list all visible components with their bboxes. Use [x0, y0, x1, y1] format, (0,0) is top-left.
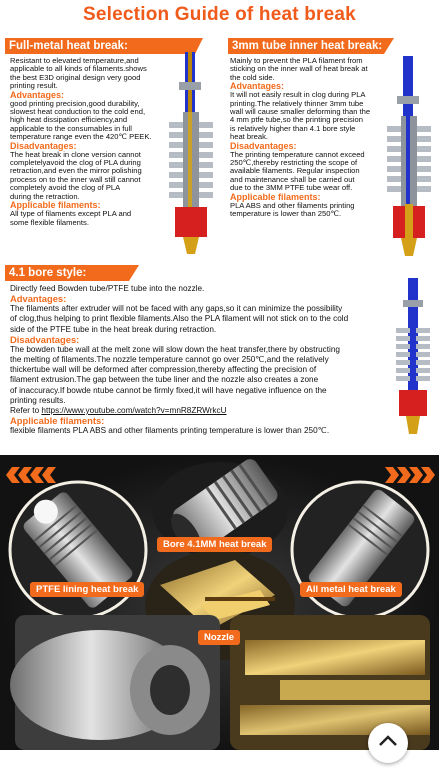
label-bore-heat-break: Bore 4.1MM heat break	[157, 537, 272, 552]
section-header-4-1-bore	[5, 265, 129, 281]
text-line: is relatively higher than 4.1 bore style	[230, 123, 356, 133]
chevron-up-icon	[368, 723, 408, 763]
text-line: The filaments after extruder will not be faced with any gaps,so it can minimize the possibility	[10, 304, 343, 314]
text-line: flexible filaments PLA ABS and other filaments printing temperature is lower than 250℃.	[10, 426, 330, 436]
text-line: the cold side.	[230, 72, 275, 82]
text-line: during the retraction.	[10, 191, 80, 201]
text-line: side of the PTFE tube in the heat break during retraction.	[10, 324, 217, 334]
section-heading-text: Full-metal heat break:	[9, 40, 128, 52]
text-line: All type of filaments except PLA and	[10, 209, 132, 219]
text-line: filament extrusion.The gap between the tube liner and the nozzle also creates a zone	[10, 375, 319, 385]
advantages-heading: Advantages:	[230, 81, 285, 92]
youtube-link[interactable]: https://www.youtube.com/watch?v=mnR8ZRWrkcU	[41, 406, 227, 416]
text-line: retraction,and even the mirror polishing	[10, 166, 142, 176]
applicable-heading: Applicable filaments:	[10, 415, 105, 427]
text-line: the melting of filaments.The nozzle temperature cannot go over 250℃,and the relatively	[10, 355, 329, 365]
4-1-bore-text	[10, 284, 400, 436]
text-line: printing result.	[10, 81, 58, 91]
text-line: Directly feed Bowden tube/PTFE tube into the nozzle.	[10, 284, 205, 293]
full-metal-text	[10, 57, 178, 227]
text-line: wall will cause smaller deforming than the	[230, 107, 371, 117]
advantages-heading: Advantages:	[10, 89, 65, 100]
text-line: and maintenance shall be carried out	[230, 174, 355, 184]
text-line: Mainly to prevent the PLA filament from	[230, 56, 363, 65]
text-line: slowest heat conduction to the cold end,	[10, 107, 146, 117]
collage-background	[0, 455, 439, 750]
text-line: sticking on the inner wall of heat break at	[230, 64, 368, 74]
text-line: of inaccuracy.If bowde ntube cannot be firmly fixed,it will have negative influence on the	[10, 385, 327, 395]
text-line: 4 mm ptfe tube,so the printing precision	[230, 115, 363, 125]
4-1-bore-hotend-illustration	[393, 278, 433, 443]
label-nozzle: Nozzle	[198, 630, 240, 645]
disadvantages-heading: Disadvantages:	[10, 333, 80, 345]
advantages-heading: Advantages:	[10, 293, 67, 305]
intro-text	[10, 57, 178, 91]
text-line: The heat break in clone version cannot	[10, 149, 141, 159]
text-line: applicable to all kinds of filaments.shows	[10, 64, 147, 74]
text-line: available filaments. Regular inspection	[230, 166, 360, 176]
section-header-3mm	[228, 38, 384, 54]
text-line: applicable to the consumables in full	[10, 123, 132, 133]
text-line: 250℃,thereby restricting the scope of	[230, 158, 358, 168]
text-line: temperature range even the 420℃ PEEK.	[10, 132, 152, 142]
text-line: of clog,thus helping to print flexible filaments.Also the PLA filament will not stick on to the cold	[10, 314, 349, 324]
text-line: printing.The relatively thinner 3mm tube	[230, 98, 364, 108]
text-line: The bowden tube wall at the melt zone will slow down the heat transfer,there by obstructing	[10, 344, 340, 354]
text-line: due to the 3MM PTFE tube wear off.	[230, 183, 353, 193]
text-line: heat break.	[230, 132, 268, 142]
text-line: PLA ABS and other filaments printing	[230, 200, 355, 210]
section-heading-text: 3mm tube inner heat break:	[232, 40, 383, 52]
text-line: printing results.	[10, 395, 66, 405]
text-line: Resistant to elevated temperature,and	[10, 56, 139, 65]
header-corner	[384, 38, 394, 54]
section-heading-text: 4.1 bore style:	[9, 267, 87, 279]
text-line: the best E3D original design very good	[10, 72, 141, 82]
text-line: completelyavoid the clog of PLA during	[10, 158, 141, 168]
text-line: The printing temperature cannot exceed	[230, 149, 365, 159]
text-line: thickertube wall will be deformed after compression,thereby affecting the precision of	[10, 365, 317, 375]
full-metal-hotend-illustration	[165, 52, 217, 262]
refer-prefix: Refer to	[10, 406, 42, 416]
3mm-hotend-illustration	[383, 56, 435, 262]
3mm-text	[230, 57, 395, 219]
label-ptfe-heat-break: PTFE lining heat break	[30, 582, 144, 597]
disadvantages-heading: Disadvantages:	[10, 140, 77, 151]
text-line: It will not easily result in clog during PLA	[230, 90, 366, 100]
text-line: high heat dissipation efficiency,and	[10, 115, 128, 125]
text-line: good printing precision,good durability,	[10, 98, 140, 108]
text-line: temperature is lower than 250℃.	[230, 209, 342, 219]
applicable-heading: Applicable filaments:	[230, 191, 321, 202]
text-line: some flexible filaments.	[10, 217, 89, 227]
scroll-to-top-button[interactable]	[368, 723, 408, 763]
applicable-heading: Applicable filaments:	[10, 200, 101, 211]
page-title: Selection Guide of heat break	[83, 4, 356, 25]
header-corner	[129, 265, 139, 281]
text-line: process on to the inner wall still cannot	[10, 174, 141, 184]
label-all-metal-heat-break: All metal heat break	[300, 582, 402, 597]
disadvantages-heading: Disadvantages:	[230, 140, 297, 151]
text-line: completely avoid the clog of PLA	[10, 183, 121, 193]
product-photo-collage	[0, 455, 439, 750]
